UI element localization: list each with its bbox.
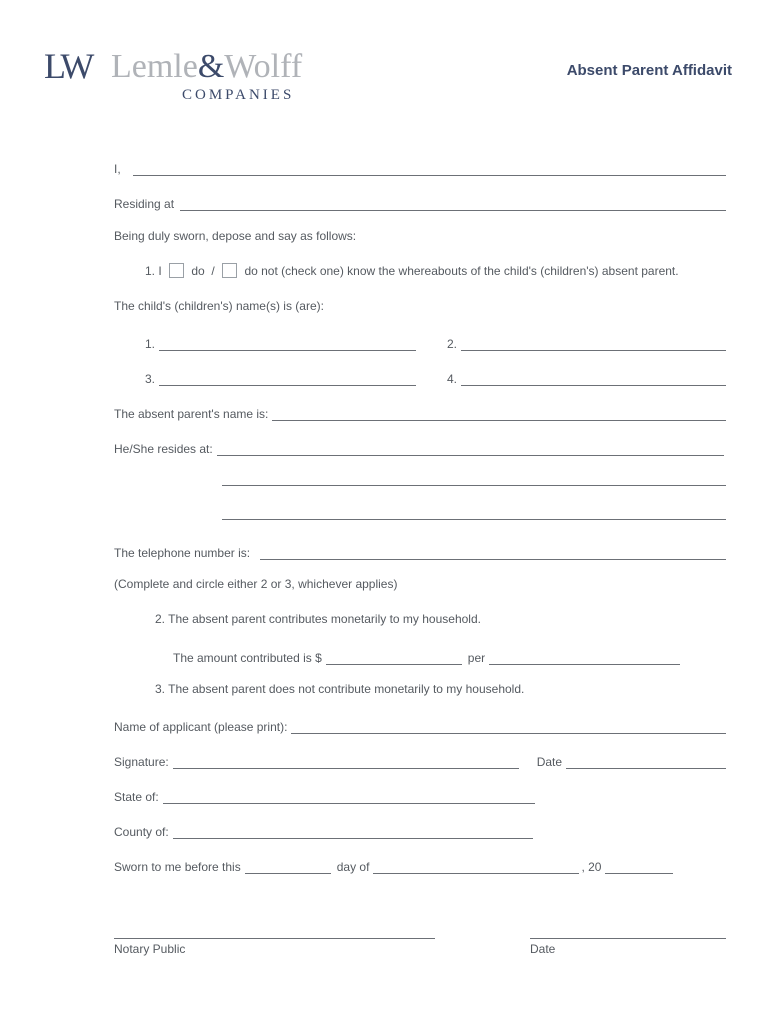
absent-address-field-3[interactable] (222, 519, 726, 520)
residence-label: Residing at (114, 197, 175, 211)
year-prefix: , 20 (581, 860, 602, 874)
absent-address-label: He/She resides at: (114, 442, 213, 456)
child-number: 3. (145, 372, 156, 386)
amount-row (173, 647, 680, 665)
document-title: Absent Parent Affidavit (566, 62, 732, 79)
applicant-label: Name of applicant (please print): (114, 720, 288, 734)
logo-subtitle: COMPANIES (182, 87, 295, 103)
company-logo (34, 36, 324, 106)
state-row (114, 786, 535, 804)
day-of-label: day of (336, 860, 370, 874)
do-checkbox[interactable] (169, 263, 184, 278)
sworn-statement: Being duly sworn, depose and say as follows: (114, 229, 357, 243)
whereabouts-prefix: 1. I (145, 264, 162, 278)
notary-label: Notary Public (114, 942, 186, 956)
option-separator: / (211, 264, 215, 278)
child-name-field-2[interactable] (461, 340, 726, 351)
applicant-name-field[interactable] (291, 723, 726, 734)
telephone-label: The telephone number is: (114, 546, 251, 560)
sworn-day-field[interactable] (245, 863, 331, 874)
declarant-name-field[interactable] (133, 165, 726, 176)
absent-name-row (114, 403, 726, 421)
notary-signature-field[interactable] (114, 938, 435, 939)
residence-field[interactable] (180, 200, 726, 211)
amount-label: The amount contributed is $ (173, 651, 322, 665)
child-name-field-3[interactable] (159, 375, 416, 386)
whereabouts-statement (145, 263, 679, 278)
logo-wordmark (111, 47, 302, 87)
date-label: Date (536, 755, 563, 769)
signature-label: Signature: (114, 755, 169, 769)
signature-row (114, 751, 726, 769)
child-row (145, 333, 416, 351)
sworn-label: Sworn to me before this (114, 860, 241, 874)
logo-ampersand: & (197, 48, 225, 85)
absent-name-field[interactable] (272, 410, 726, 421)
state-field[interactable] (163, 793, 535, 804)
sworn-year-field[interactable] (605, 863, 673, 874)
child-number: 4. (447, 372, 458, 386)
child-number: 1. (145, 337, 156, 351)
per-label: per (467, 651, 486, 665)
children-label: The child's (children's) name(s) is (are): (114, 299, 324, 313)
period-field[interactable] (489, 654, 680, 665)
child-name-field-4[interactable] (461, 375, 726, 386)
do-option-label: do (191, 264, 205, 278)
logo-name-left: Lemle (111, 48, 198, 85)
signature-field[interactable] (173, 758, 519, 769)
absent-name-label: The absent parent's name is: (114, 407, 269, 421)
absent-address-row (114, 438, 724, 456)
contribution-option-3[interactable]: 3. The absent parent does not contribute monetarily to my household. (155, 682, 525, 696)
child-row (145, 368, 416, 386)
sworn-month-field[interactable] (373, 863, 579, 874)
child-number: 2. (447, 337, 458, 351)
county-field[interactable] (173, 828, 533, 839)
declarant-row (114, 158, 726, 176)
do-not-checkbox[interactable] (222, 263, 237, 278)
county-row (114, 821, 533, 839)
county-label: County of: (114, 825, 169, 839)
child-name-field-1[interactable] (159, 340, 416, 351)
notary-date-label: Date (530, 942, 556, 956)
do-not-option-label: do not (check one) know the whereabouts of the child's (children's) absent parent. (244, 264, 679, 278)
child-row (447, 333, 726, 351)
sworn-row (114, 856, 673, 874)
contribution-option-2[interactable]: 2. The absent parent contributes monetarily to my household. (155, 612, 481, 626)
child-row (447, 368, 726, 386)
residence-row (114, 193, 726, 211)
logo-monogram: LW (44, 46, 92, 86)
logo-name-right: Wolff (224, 48, 303, 85)
amount-field[interactable] (326, 654, 462, 665)
telephone-row (114, 542, 726, 560)
applicant-row (114, 716, 726, 734)
notary-date-field[interactable] (530, 938, 726, 939)
state-label: State of: (114, 790, 159, 804)
date-field[interactable] (566, 758, 726, 769)
absent-address-field-1[interactable] (217, 445, 724, 456)
absent-address-field-2[interactable] (222, 485, 726, 486)
declarant-label: I, (114, 162, 121, 176)
telephone-field[interactable] (260, 549, 726, 560)
instruction-text: (Complete and circle either 2 or 3, whichever applies) (114, 577, 398, 591)
